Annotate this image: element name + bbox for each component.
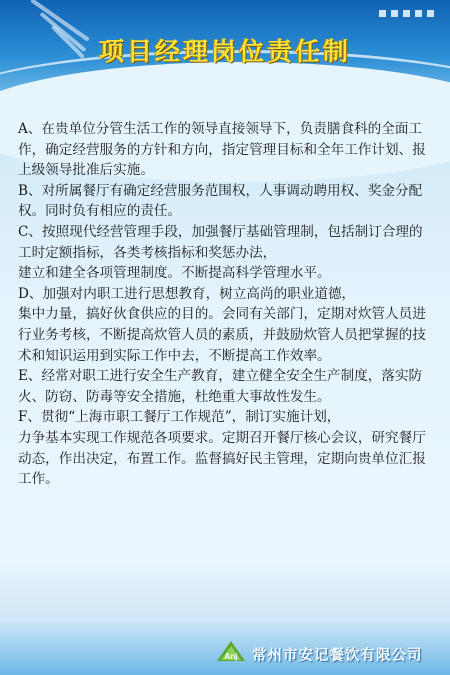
footer bbox=[0, 636, 450, 675]
paragraph-d-cont: 集中力量，搞好伙食供应的目的。会同有关部门，定期对炊管人员进行业务考核，不断提高炊管人员的素质，并鼓励炊管人员把掌握的技术和知识运用到实际工作中去，不断提高工作效率。 bbox=[18, 306, 426, 364]
decorative-dots bbox=[379, 10, 434, 17]
paragraph-f: F、贯彻“上海市职工餐厅工作规范”，制订实施计划， bbox=[18, 409, 341, 426]
paragraph-a: A、在贵单位分管生活工作的领导直接领导下，负责膳食科的全面工作，确定经营服务的方针和方向，指定管理目标和全年工作计划、报上级领导批准后实施。 bbox=[18, 121, 426, 179]
paragraph-c-cont: 建立和建全各项管理制度。不断提高科学管理水平。 bbox=[18, 265, 331, 282]
duty-text bbox=[18, 119, 436, 490]
page-title: 项目经理岗位责任制 bbox=[98, 37, 351, 66]
paragraph-e: E、经常对职工进行安全生产教育，建立健全安全生产制度，落实防火、防窃、防毒等安全措施，杜绝重大事故性发生。 bbox=[18, 368, 423, 405]
logo-text: Anj bbox=[224, 652, 238, 661]
paragraph-f-cont: 力争基本实现工作规范各项要求。定期召开餐厅核心会议，研究餐厅动态，作出决定，布置工作。监督搞好民主管理，定期向贵单位汇报工作。 bbox=[18, 429, 426, 488]
company-name: 常州市安记餐饮有限公司 bbox=[252, 648, 423, 664]
paragraph-b: B、对所属餐厅有确定经营服务范围权，人事调动聘用权、奖金分配权。同时负有相应的责任。 bbox=[18, 182, 423, 220]
paragraph-c: C、按照现代经营管理手段，加强餐厅基础管理制，包括制订合理的工时定额指标，各类考核指标和奖惩办法， bbox=[18, 223, 423, 261]
company-logo bbox=[216, 640, 246, 662]
paragraph-d: D、加强对内职工进行思想教育，树立高尚的职业道德， bbox=[18, 285, 356, 302]
